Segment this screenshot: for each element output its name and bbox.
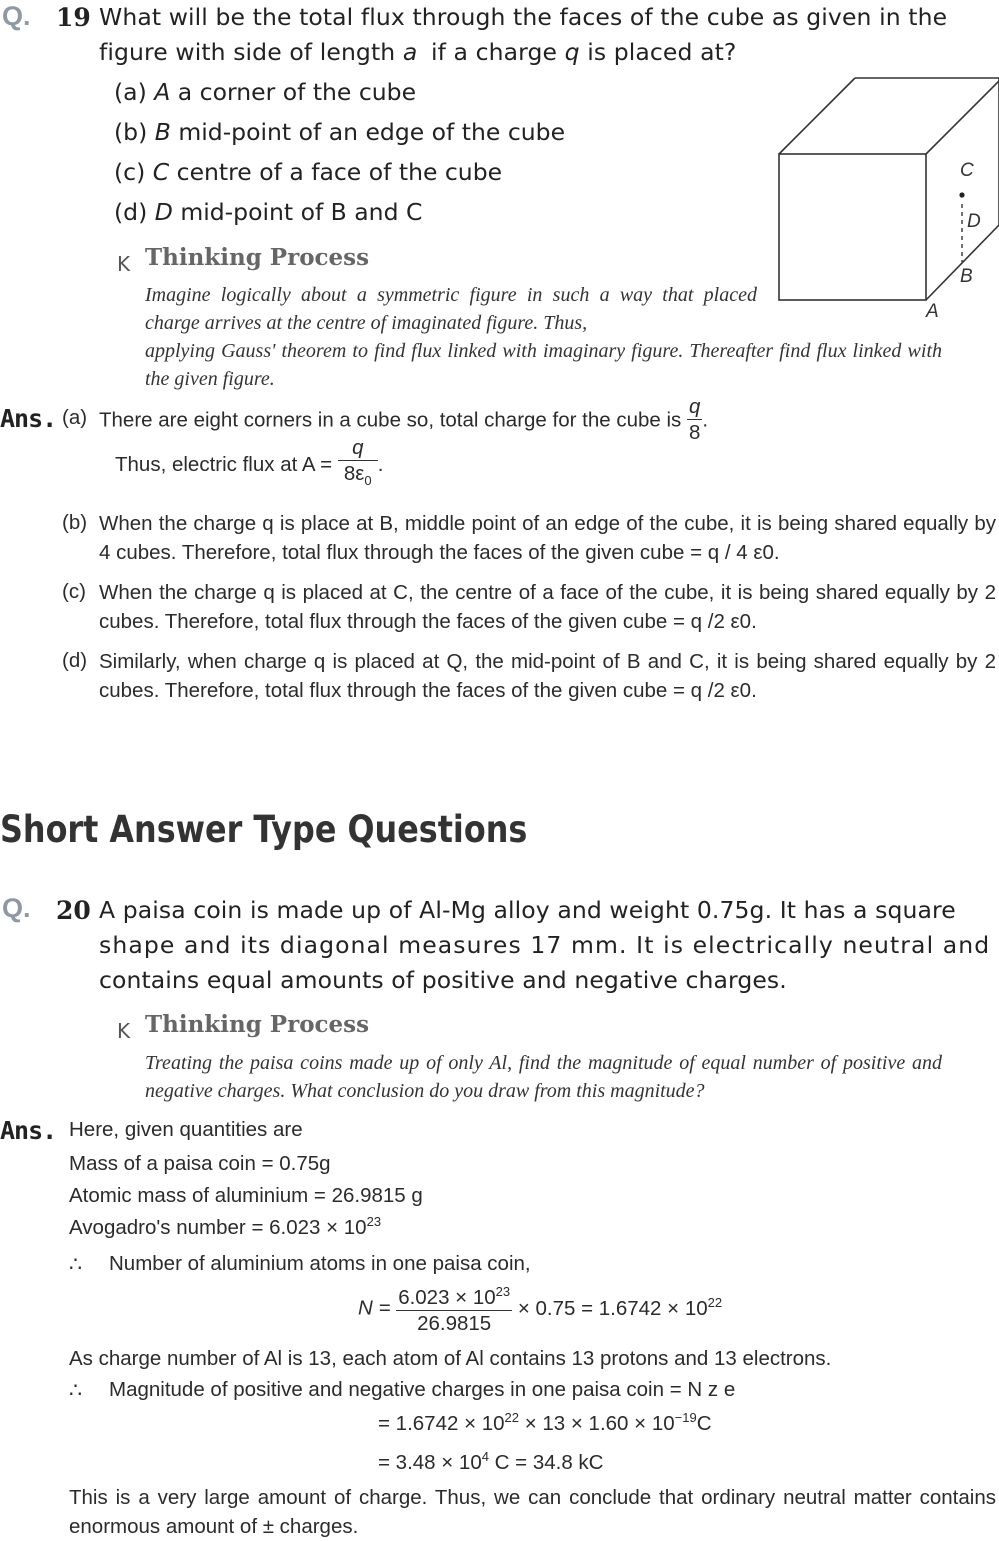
answer-d-text: Similarly, when charge q is placed at Q, the mid-point of B and C, it is being shared equally by 2 cubes. Therefore, total flux through the faces of the given cube = q /2 ε0. bbox=[99, 650, 996, 702]
option-label: (b) bbox=[114, 118, 148, 146]
answer-a-text: There are eight corners in a cube so, total charge for the cube is $\frac{q}{8}$ . bbox=[99, 395, 709, 444]
option-label: (d) bbox=[114, 198, 148, 226]
calc-line-1 bbox=[378, 1410, 712, 1436]
calc1-exp2: −19 bbox=[674, 1410, 697, 1425]
option-a bbox=[114, 78, 416, 106]
given-line: Here, given quantities are bbox=[69, 1118, 303, 1141]
option-text: mid-point of an edge of the cube bbox=[178, 118, 566, 146]
avogadro-text: Avogadro's number = 6.023 × 10 bbox=[69, 1215, 367, 1239]
thinking-process-text-2: applying Gauss' theorem to find flux linked with imaginary figure. Thereafter find flux linked with the given figure. bbox=[145, 340, 942, 390]
question-number: 20 bbox=[56, 896, 91, 925]
option-label: (c) bbox=[114, 158, 146, 186]
point-c-marker bbox=[959, 192, 964, 197]
var-q: q bbox=[564, 38, 580, 66]
thinking-process-title: Thinking Process bbox=[145, 1011, 370, 1038]
calc1-unit: C bbox=[696, 1411, 712, 1435]
den-sub: 0 bbox=[364, 473, 372, 489]
calc1-exp: 22 bbox=[504, 1410, 520, 1425]
section-title: Short Answer Type Questions bbox=[0, 808, 528, 851]
n-lhs: N = bbox=[358, 1296, 391, 1320]
label-a: A bbox=[926, 301, 939, 322]
option-var: D bbox=[154, 198, 173, 226]
magnitude-line: Magnitude of positive and negative charges in one paisa coin = N z e bbox=[109, 1378, 736, 1401]
calc-line-2 bbox=[378, 1449, 604, 1475]
den-text: 8ε bbox=[343, 462, 365, 485]
fraction-numerator: q bbox=[338, 436, 378, 461]
option-text: mid-point of B and C bbox=[180, 198, 423, 226]
question-text-line-2 bbox=[99, 38, 736, 66]
fraction-denominator: 8 bbox=[689, 421, 701, 444]
label-d: D bbox=[967, 211, 981, 232]
fraction-q-over-8e0 bbox=[338, 436, 378, 494]
n-fraction bbox=[396, 1280, 512, 1337]
rhs-exponent: 22 bbox=[707, 1295, 723, 1311]
therefore-symbol: ∴ bbox=[69, 1379, 83, 1402]
avogadro-line bbox=[69, 1214, 381, 1240]
label-b: B bbox=[960, 266, 973, 287]
answer-label: Ans. bbox=[0, 404, 57, 433]
num-text: 6.023 × 10 bbox=[398, 1285, 496, 1309]
fraction-denominator bbox=[338, 461, 378, 494]
avogadro-exponent: 23 bbox=[366, 1214, 382, 1229]
fraction-numerator bbox=[396, 1280, 512, 1311]
question-number: 19 bbox=[56, 3, 91, 32]
flux-at-a-line: Thus, electric flux at A = $\frac{q}{8\varepsilon_0}$ . bbox=[115, 436, 383, 494]
option-label: (a) bbox=[114, 78, 147, 106]
answer-d-label: (d) bbox=[62, 649, 88, 672]
thinking-process-icon: K bbox=[117, 1019, 131, 1043]
fraction-numerator: q bbox=[689, 395, 701, 418]
cube-figure bbox=[770, 70, 999, 325]
num-exponent: 23 bbox=[495, 1284, 511, 1299]
thinking-process-text: Treating the paisa coins made up of only Al, find the magnitude of equal number of positive and negative charges. What conclusion do you draw from this magnitude? bbox=[145, 1052, 942, 1102]
flux-at-a-text: Thus, electric flux at A = bbox=[115, 453, 333, 477]
n-equation bbox=[358, 1280, 722, 1337]
option-var: B bbox=[154, 118, 171, 146]
q-text-part: if a charge bbox=[430, 38, 558, 66]
answer-a-sentence: There are eight corners in a cube so, total charge for the cube is bbox=[99, 408, 682, 432]
answer-c-text: When the charge q is placed at C, the centre of a face of the cube, it is being shared equally by 2 cubes. Therefore, total flux through the faces of the given cube = q /2 ε0. bbox=[99, 581, 996, 633]
fraction-q-over-8 bbox=[687, 395, 702, 446]
mass-line: Mass of a paisa coin = 0.75g bbox=[69, 1152, 331, 1175]
charge-number-line: As charge number of Al is 13, each atom of Al contains 13 protons and 13 electrons. bbox=[69, 1347, 832, 1370]
question-text-line-1: A paisa coin is made up of Al-Mg alloy and weight 0.75g. It has a square bbox=[99, 896, 956, 924]
thinking-process-title: Thinking Process bbox=[145, 244, 370, 271]
calc2-text: = 3.48 × 10 bbox=[378, 1450, 482, 1474]
answer-b-text: When the charge q is place at B, middle point of an edge of the cube, it is being shared equally by 4 cubes. Therefore, total flux through the faces of the given cube = q / 4 ε0. bbox=[99, 512, 996, 564]
therefore-symbol: ∴ bbox=[69, 1253, 83, 1276]
question-text-line-1: What will be the total flux through the faces of the cube as given in the bbox=[99, 3, 948, 31]
question-mark-icon: Q. bbox=[2, 893, 31, 923]
conclusion-text: This is a very large amount of charge. Thus, we can conclude that ordinary neutral matter contains enormous amount of ± charges. bbox=[69, 1486, 996, 1538]
q-text-part: figure with side of length bbox=[99, 38, 396, 66]
question-text-line-3: contains equal amounts of positive and negative charges. bbox=[99, 966, 787, 994]
label-c: C bbox=[960, 160, 974, 181]
option-c bbox=[114, 158, 502, 186]
answer-label: Ans. bbox=[0, 1116, 57, 1145]
number-of-atoms-line: Number of aluminium atoms in one paisa coin, bbox=[109, 1252, 531, 1275]
calc2-exp: 4 bbox=[481, 1449, 489, 1464]
option-text: centre of a face of the cube bbox=[176, 158, 503, 186]
cube-edge bbox=[926, 81, 999, 154]
n-rhs bbox=[518, 1297, 722, 1320]
thinking-process-icon: K bbox=[117, 252, 131, 276]
option-text: a corner of the cube bbox=[177, 78, 417, 106]
answer-b-label: (b) bbox=[62, 511, 88, 534]
cube-front-face bbox=[779, 154, 926, 300]
calc2-rest: C = 34.8 kC bbox=[494, 1450, 604, 1474]
answer-c-label: (c) bbox=[62, 580, 86, 603]
thinking-process-text-1: Imagine logically about a symmetric figure in such a way that placed charge arrives at the centre of imaginated figure. Thus, bbox=[145, 284, 757, 334]
q-text-part: is placed at? bbox=[587, 38, 737, 66]
calc1-text: = 1.6742 × 10 bbox=[378, 1411, 505, 1435]
question-text-line-2: shape and its diagonal measures 17 mm. It is electrically neutral and bbox=[99, 931, 991, 959]
cube-edge bbox=[779, 78, 855, 154]
fraction-denominator: 26.9815 bbox=[417, 1311, 492, 1335]
option-b bbox=[114, 118, 565, 146]
option-var: A bbox=[154, 78, 171, 106]
option-d bbox=[114, 198, 422, 226]
rhs-text: × 0.75 = 1.6742 × 10 bbox=[517, 1297, 708, 1321]
var-a: a bbox=[402, 38, 418, 66]
question-mark-icon: Q. bbox=[2, 1, 31, 31]
calc1-mid: × 13 × 1.60 × 10 bbox=[524, 1411, 675, 1435]
answer-a-label: (a) bbox=[62, 406, 88, 429]
option-var: C bbox=[152, 158, 170, 186]
atomic-mass-line: Atomic mass of aluminium = 26.9815 g bbox=[69, 1184, 423, 1207]
